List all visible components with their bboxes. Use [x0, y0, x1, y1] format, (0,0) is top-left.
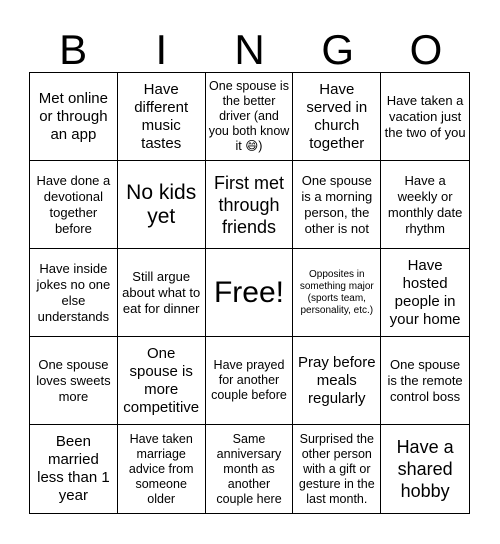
header-letter-g: G	[321, 26, 355, 73]
cell-text: Same anniversary month as another couple here	[216, 431, 282, 506]
bingo-cell[interactable]	[30, 161, 118, 249]
bingo-cell[interactable]	[381, 337, 469, 425]
cell-text: First met through friends	[213, 172, 284, 237]
bingo-cell[interactable]	[118, 161, 206, 249]
bingo-cell[interactable]	[381, 161, 469, 249]
cell-text: Have taken a vacation just the two of you	[384, 92, 466, 140]
bingo-cell[interactable]	[30, 73, 118, 161]
bingo-cell[interactable]	[118, 337, 206, 425]
bingo-header	[29, 28, 470, 72]
bingo-cell[interactable]	[293, 425, 381, 513]
cell-text: Been married less than 1 year	[37, 433, 110, 504]
bingo-cell[interactable]	[293, 337, 381, 425]
bingo-cell[interactable]	[206, 337, 294, 425]
cell-text: One spouse is more competitive	[123, 344, 200, 416]
bingo-cell[interactable]	[293, 249, 381, 337]
bingo-cell[interactable]	[206, 73, 294, 161]
bingo-cell[interactable]	[118, 73, 206, 161]
bingo-cell[interactable]	[118, 425, 206, 513]
bingo-cell-free[interactable]	[206, 249, 294, 337]
cell-text: One spouse loves sweets more	[36, 356, 111, 404]
cell-text: Have a shared hobby	[396, 437, 454, 501]
cell-text: Still argue about what to eat for dinner	[122, 268, 201, 316]
bingo-cell[interactable]	[293, 73, 381, 161]
cell-text: Have different music tastes	[134, 80, 189, 152]
cell-text: One spouse is a morning person, the other is not	[301, 172, 373, 236]
bingo-cell[interactable]	[206, 161, 294, 249]
cell-text: Free!	[213, 275, 284, 309]
bingo-cell[interactable]	[30, 425, 118, 513]
cell-text: No kids yet	[126, 180, 197, 228]
bingo-cell[interactable]	[381, 249, 469, 337]
cell-text: Pray before meals regularly	[298, 353, 376, 407]
cell-text: Surprised the other person with a gift or gesture in the last month.	[298, 431, 375, 506]
cell-text: Met online or through an app	[38, 89, 108, 143]
bingo-cell[interactable]	[206, 425, 294, 513]
bingo-board	[29, 72, 470, 514]
header-letter-i: I	[155, 26, 168, 73]
bingo-cell[interactable]	[30, 337, 118, 425]
cell-text: Have taken marriage advice from someone older	[128, 431, 194, 506]
cell-text: Have hosted people in your home	[389, 256, 461, 328]
cell-text: Opposites in something major (sports team, personality, etc.)	[299, 268, 374, 316]
cell-text: Have done a devotional together before	[36, 172, 111, 236]
cell-text: Have served in church together	[306, 80, 368, 152]
header-letter-n: N	[234, 26, 265, 73]
bingo-cell[interactable]	[118, 249, 206, 337]
cell-text: Have a weekly or monthly date rhythm	[387, 172, 463, 236]
cell-text: One spouse is the better driver (and you both know it 😄)	[208, 79, 290, 153]
cell-text: Have inside jokes no one else understands	[36, 260, 111, 324]
header-letter-o: O	[409, 26, 443, 73]
cell-text: One spouse is the remote control boss	[387, 356, 463, 404]
header-letter-b: B	[59, 26, 88, 73]
cell-text: Have prayed for another couple before	[211, 358, 287, 402]
bingo-cell[interactable]	[293, 161, 381, 249]
bingo-cell[interactable]	[381, 73, 469, 161]
bingo-cell[interactable]	[381, 425, 469, 513]
bingo-cell[interactable]	[30, 249, 118, 337]
